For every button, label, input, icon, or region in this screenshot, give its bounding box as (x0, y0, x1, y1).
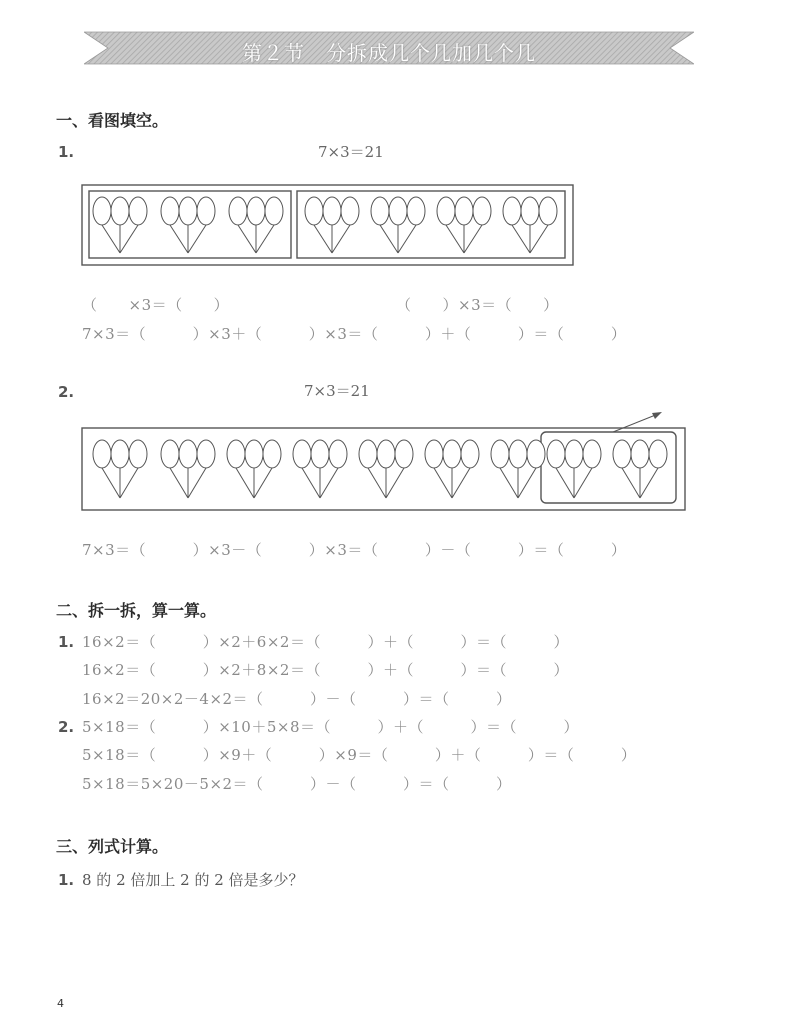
s2-q1-number: 1. (58, 633, 75, 651)
balloon-bunch-icon (359, 440, 413, 498)
balloon-bunch-icon (229, 197, 283, 253)
s1-q1-given: 7×3＝21 (318, 143, 384, 161)
s1-q1-line1b: （ ）×3＝（ ） (396, 296, 559, 314)
balloon-bunch-group (93, 440, 667, 498)
arrow-line (613, 414, 658, 432)
s1-q2-line1: 7×3＝（ ）×3－（ ）×3＝（ ）－（ ）＝（ ） (82, 541, 627, 559)
s2-q2-line: 5×18＝（ ）×10＋5×8＝（ ）＋（ ）＝（ ） (82, 718, 580, 736)
balloon-bunch-icon (491, 440, 545, 498)
balloon-bunch-icon (161, 440, 215, 498)
balloon-bunch-icon (437, 197, 491, 253)
s2-q1-line: 16×2＝20×2－4×2＝（ ）－（ ）＝（ ） (82, 690, 512, 708)
s1-q2-number: 2. (58, 383, 75, 401)
s1-q1-number: 1. (58, 143, 75, 161)
figure-2-balloons (80, 408, 690, 514)
balloon-bunch-icon (161, 197, 215, 253)
balloon-bunch-icon (93, 440, 147, 498)
s2-q2-line: 5×18＝5×20－5×2＝（ ）－（ ）＝（ ） (82, 775, 512, 793)
s1-q1-line1a: （ ×3＝（ ） (82, 296, 230, 314)
page-number: 4 (57, 997, 64, 1010)
s2-q1-line: 16×2＝（ ）×2＋6×2＝（ ）＋（ ）＝（ ） (82, 633, 569, 651)
s2-q1-line: 16×2＝（ ）×2＋8×2＝（ ）＋（ ）＝（ ） (82, 661, 569, 679)
s1-q2-given: 7×3＝21 (304, 382, 370, 400)
page-title: 第２节 分拆成几个几加几个几 (242, 41, 536, 65)
balloon-bunch-group (93, 197, 557, 253)
section1-heading: 一、看图填空。 (56, 111, 169, 130)
s3-q1-text: 8 的 2 倍加上 2 的 2 倍是多少？ (82, 871, 304, 889)
s3-q1-number: 1. (58, 871, 75, 889)
balloon-bunch-icon (227, 440, 281, 498)
section3-heading: 三、列式计算。 (56, 837, 169, 856)
balloon-bunch-icon (425, 440, 479, 498)
balloon-bunch-icon (613, 440, 667, 498)
balloon-bunch-icon (93, 197, 147, 253)
balloon-bunch-icon (293, 440, 347, 498)
title-banner (84, 28, 694, 68)
s1-q1-line2: 7×3＝（ ）×3＋（ ）×3＝（ ）＋（ ）＝（ ） (82, 325, 627, 343)
balloon-bunch-icon (371, 197, 425, 253)
balloon-bunch-icon (503, 197, 557, 253)
arrow-head-icon (652, 412, 662, 419)
figure-1-balloons (80, 183, 576, 269)
section2-heading: 二、拆一拆，算一算。 (56, 601, 217, 620)
s2-q2-number: 2. (58, 718, 75, 736)
balloon-bunch-icon (305, 197, 359, 253)
s2-q2-line: 5×18＝（ ）×9＋（ ）×9＝（ ）＋（ ）＝（ ） (82, 746, 637, 764)
balloon-bunch-icon (547, 440, 601, 498)
